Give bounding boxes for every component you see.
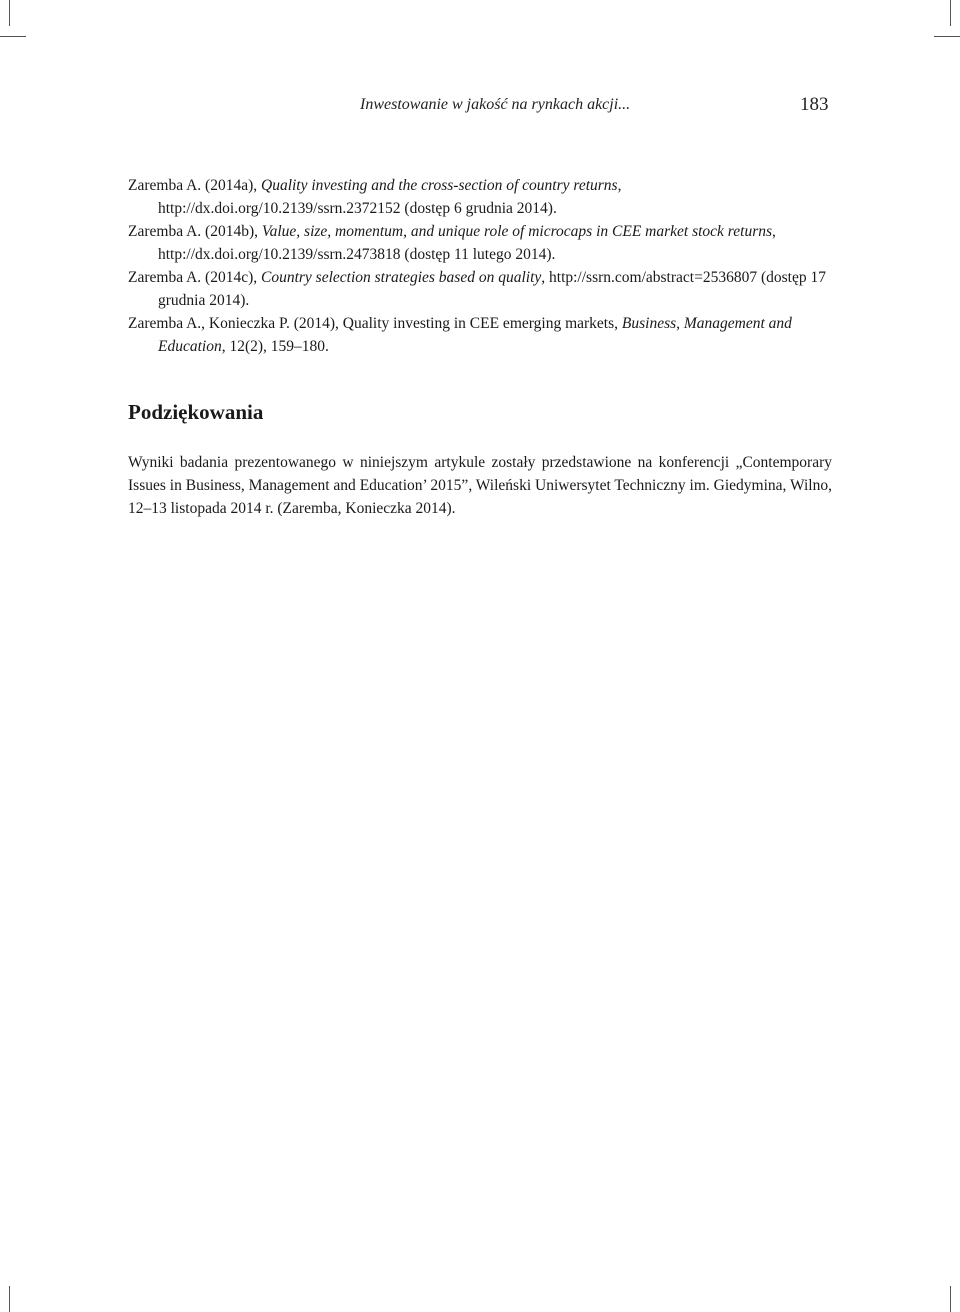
reference-entry: Zaremba A. (2014a), Quality investing and the cross-section of country returns, http://dx.doi.org/10.2139/ssrn.2372152 (dostęp 6 grudnia 2014). — [128, 177, 622, 217]
reference-title: Value, size, momentum, and unique role of microcaps in CEE market stock returns — [261, 223, 773, 240]
section-heading-acknowledgements: Podziękowania — [128, 400, 264, 424]
page-number: 183 — [800, 94, 829, 115]
reference-entry: Zaremba A. (2014b), Value, size, momentum, and unique role of microcaps in CEE market stock returns, http://dx.doi.org/10.2139/ssrn.2473818 (dostęp 11 lutego 2014). — [128, 223, 776, 263]
crop-mark-bottom-left-vertical — [9, 1286, 10, 1312]
crop-mark-top-left-horizontal — [0, 36, 26, 37]
reference-entry: Zaremba A., Konieczka P. (2014), Quality investing in CEE emerging markets, Business, Management and Education, 12(2), 159–180. — [128, 315, 792, 355]
reference-journal: Business, Management and Education — [158, 315, 792, 355]
reference-title: Country selection strategies based on quality — [261, 269, 542, 286]
crop-mark-top-left-vertical — [9, 0, 10, 26]
reference-entry: Zaremba A. (2014c), Country selection strategies based on quality, http://ssrn.com/abstract=2536807 (dostęp 17 grudnia 2014). — [128, 269, 826, 309]
reference-title: Quality investing and the cross-section of country returns — [261, 177, 618, 194]
acknowledgements-paragraph: Wyniki badania prezentowanego w niniejszym artykule zostały przedstawione na konferencji „Contemporary Issues in Business, Management and Education’ 2015”, Wileński Uniwersytet Techniczny im. Giedymina, Wilno, 12–13 listopada 2014 r. (Zaremba, Konieczka 2014). — [128, 454, 832, 517]
crop-mark-top-right-vertical — [950, 0, 951, 26]
crop-mark-bottom-right-vertical — [950, 1286, 951, 1312]
reference-list — [128, 174, 832, 358]
crop-mark-top-right-horizontal — [934, 36, 960, 37]
running-head: Inwestowanie w jakość na rynkach akcji... — [360, 96, 631, 113]
